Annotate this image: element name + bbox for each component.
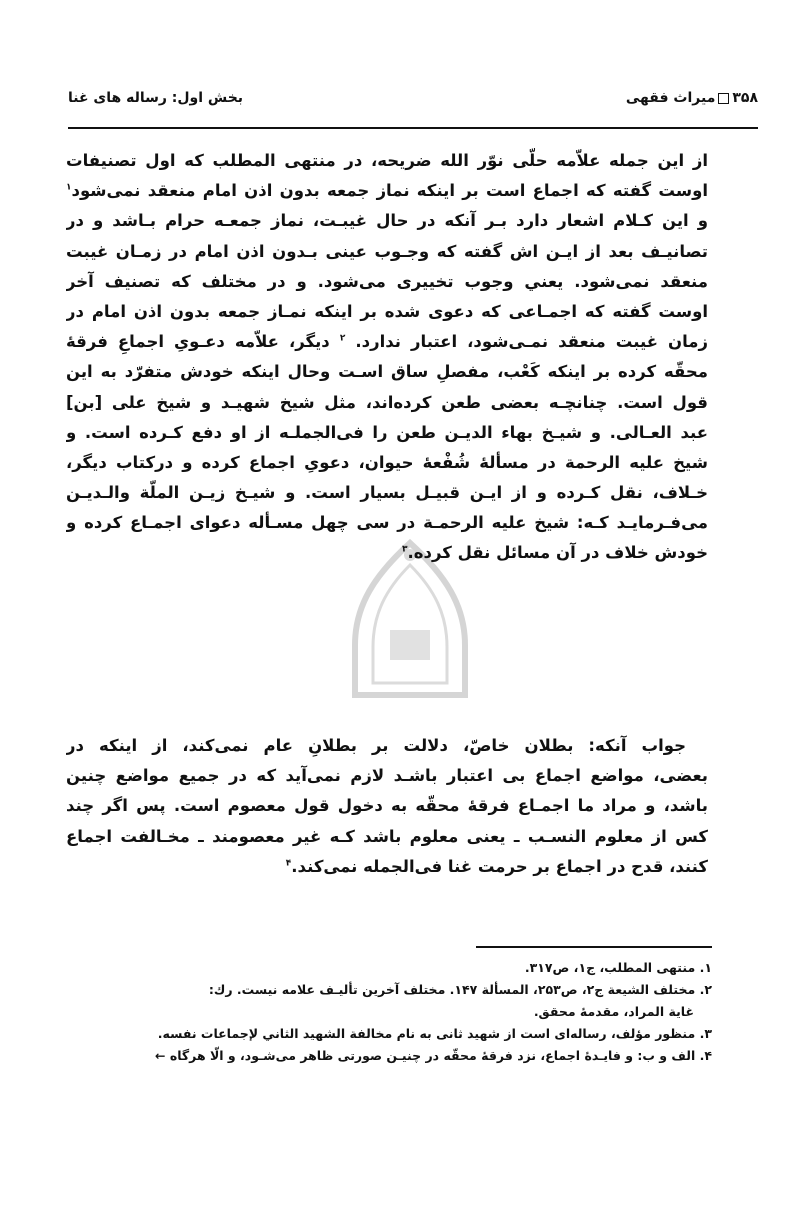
footnote-ref[interactable]: ۴	[285, 858, 292, 869]
header-page-info	[626, 90, 758, 106]
text-line: شیخ علیه الرحمة در مسألهٔ شُفْعهٔ حیوان، دعویِ اجماع کرده و درکتاب دیگر،	[66, 452, 708, 472]
text-line: و این کـلام اشعار دارد بـر آنکه در حال غیبـت، نماز جمعـه حرام بـاشد و در	[66, 211, 708, 231]
square-ornament-icon	[718, 93, 729, 104]
text-line: خـلاف، نقل کـرده و از ایـن قبیـل بسیار است. و شیـخ زیـن الملّة والـدیـن	[66, 483, 708, 503]
footnote-3: ۳. منظور مؤلف، رساله‌ای است از شهید ثانی به نام مخالفة الشهید الثاني لإجماعات نفسه.	[157, 1026, 712, 1041]
footnote-rule	[476, 946, 712, 948]
section-title: بخش اول: رساله های غنا	[68, 90, 244, 106]
running-header	[68, 90, 758, 118]
text-line: بعضی، مواضع اجماع بی اعتبار باشـد لازم نمی‌آید که در جمیع مواضع چنین	[66, 766, 708, 786]
body-paragraph-1	[66, 146, 708, 569]
text-line: زمان غیبت منعقد نمـی‌شود، اعتبار ندارد. $^۲$ دیگر، علاّمه دعـویِ اجماعِ فرقهٔ	[66, 332, 708, 352]
text-line: اوست گفته که اجماع است بر اینکه نماز جمعه بدون اذن امام منعقد نمی‌شود$^۱$	[66, 181, 708, 201]
header-rule	[68, 127, 758, 129]
text-line: منعقد نمی‌شود. یعني وجوب تخییری می‌شود. و در مختلف که تصنیف آخر	[66, 271, 708, 291]
text-line: کنند، قدح در اجماع بر حرمت غنا فی‌الجمله نمی‌کند.$^۴$	[285, 856, 708, 876]
text-line: قول است. چنانچـه بعضی طعن کرده‌اند، مثل شیخ شهیـد و شیخ علی [بن]	[66, 392, 708, 412]
text-line: محقّه کرده بر اینکه کَعْب، مفصلِ ساق اسـت وحال اینکه خودش متفرّد به این	[66, 362, 708, 382]
footnote-ref[interactable]: ۲	[339, 333, 346, 344]
text-line: کس از معلوم النسـب ـ یعنی معلوم باشد کـه غیر معصومند ـ مخـالفت اجماع	[66, 826, 708, 846]
footnote-ref[interactable]: ۱	[66, 182, 72, 193]
text-line: عبد العـالی. و شیـخ بهاء الدیـن طعن را فی‌الجملـه از او دفع کـرده است. و	[66, 422, 708, 442]
page-number: ۳۵۸	[732, 90, 758, 106]
text-line: اوست گفته که اجمـاعی که دعوی شده بر اینکه نمـاز جمعه بدون اذن امام در	[66, 301, 708, 321]
footnote-2: ۲. مختلف الشیعة ج۲، ص۲۵۳، المسألة ۱۴۷. مختلف آخرین تألیـف علامه نیست. رك:	[208, 982, 712, 997]
book-title: میراث فقهی	[625, 90, 716, 106]
text-line: از این جمله علاّمه حلّی نوّر الله ضریحه، در منتهی المطلب که اول تصنیفات	[66, 151, 708, 170]
footnote-2-continued: غایة المراد، مقدمهٔ محقق.	[533, 1004, 694, 1019]
text-line: خودش خلاف در آن مسائل نقل کرده.$^۳$	[402, 543, 708, 563]
text-line: جواب آنکه: بطلان خاصّ، دلالت بر بطلانِ عام نمی‌کند، از اینکه در	[66, 736, 686, 755]
footnote-1: ۱. منتهی المطلب، ج۱، ص۳۱۷.	[524, 960, 712, 975]
footnote-4: ۴. الف و ب: و فایـدهٔ اجماع، نزد فرقهٔ محقّه در چنیـن صورتی ظاهر می‌شـود، و الّا هرگاه ←	[155, 1048, 712, 1063]
body-paragraph-2	[66, 731, 708, 882]
footnote-ref[interactable]: ۳	[402, 544, 408, 555]
text-line: می‌فـرمایـد کـه: شیخ علیه الرحمـة در سی چهل مسـأله دعوای اجمـاع کرده و	[66, 513, 708, 533]
text-line: تصانیـف بعد از ایـن اش گفته که وجـوب عینی بـدون اذن امام در زمـان غیبت	[66, 241, 708, 261]
text-line: باشد، و مراد ما اجمـاع فرقهٔ محقّه به دخول قول معصوم است. پس اگر چند	[66, 796, 708, 816]
footnotes	[66, 957, 712, 1067]
